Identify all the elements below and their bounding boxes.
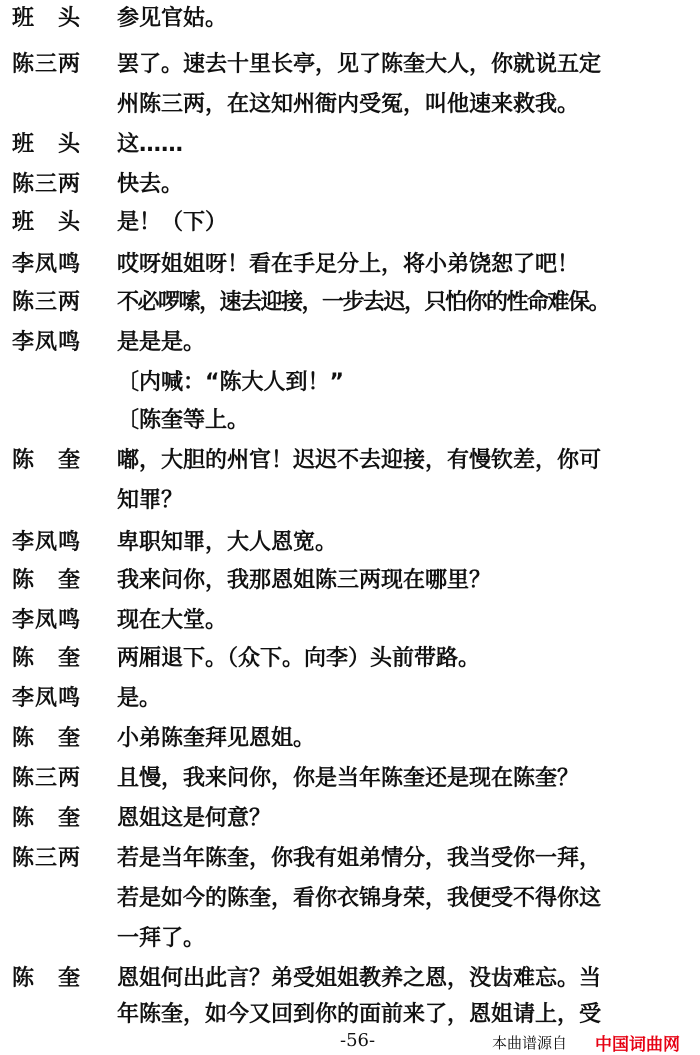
speaker-name: 陈 奎 [12, 448, 82, 473]
dialogue-text: 是。 [117, 686, 162, 711]
script-line [0, 204, 700, 242]
speaker-name: 陈 奎 [12, 966, 82, 991]
script-line [0, 0, 700, 38]
dialogue-text: 不必啰嗦，速去迎接，一步去迟，只怕你的性命难保。 [117, 290, 610, 315]
watermark-site-name: 中国词曲网 [595, 1035, 680, 1055]
speaker-name: 陈三两 [12, 172, 82, 197]
script-line [0, 760, 700, 798]
dialogue-text: 罢了。速去十里长亭，见了陈奎大人，你就说五定 [117, 52, 602, 77]
dialogue-text: 是！（下） [117, 210, 228, 235]
dialogue-text: 参见官姑。 [117, 6, 228, 31]
stage-direction: 〔陈奎等上。 [117, 408, 250, 433]
script-line [0, 562, 700, 600]
speaker-name: 班 头 [12, 6, 82, 31]
dialogue-text: 知罪？ [117, 488, 184, 513]
script-line [0, 680, 700, 718]
script-line [0, 126, 700, 164]
dialogue-text: 且慢，我来问你，你是当年陈奎还是现在陈奎？ [117, 766, 580, 791]
dialogue-text: 嘟，大胆的州官！迟迟不去迎接，有慢钦差，你可 [117, 448, 602, 473]
dialogue-text: 一拜了。 [117, 926, 206, 951]
dialogue-text: 我来问你，我那恩姐陈三两现在哪里？ [117, 568, 492, 593]
script-line [0, 720, 700, 758]
speaker-name: 李凤鸣 [12, 530, 82, 555]
dialogue-text: 若是如今的陈奎，看你衣锦身荣，我便受不得你这 [117, 886, 602, 911]
script-line [0, 324, 700, 362]
script-line [0, 880, 700, 918]
page-number: -56- [340, 1030, 376, 1051]
script-line [0, 524, 700, 562]
dialogue-text: 这…… [117, 132, 184, 157]
speaker-name: 陈 奎 [12, 726, 82, 751]
dialogue-text: 是是是。 [117, 330, 206, 355]
speaker-name: 班 头 [12, 210, 82, 235]
dialogue-text: 小弟陈奎拜见恩姐。 [117, 726, 316, 751]
dialogue-text: 现在大堂。 [117, 608, 228, 633]
dialogue-text: 哎呀姐姐呀！看在手足分上，将小弟饶恕了吧！ [117, 252, 580, 277]
speaker-name: 陈 奎 [12, 806, 82, 831]
script-line [0, 442, 700, 480]
speaker-name: 陈三两 [12, 290, 82, 315]
script-line [0, 996, 700, 1034]
script-line [0, 640, 700, 678]
speaker-name: 陈三两 [12, 766, 82, 791]
dialogue-text: 两厢退下。（众下。向李）头前带路。 [117, 646, 481, 671]
script-line [0, 166, 700, 204]
speaker-name: 陈三两 [12, 846, 82, 871]
dialogue-text: 恩姐何出此言？弟受姐姐教养之恩，没齿难忘。当 [117, 966, 602, 991]
script-line [0, 920, 700, 958]
speaker-name: 李凤鸣 [12, 252, 82, 277]
dialogue-text: 若是当年陈奎，你我有姐弟情分，我当受你一拜， [117, 846, 602, 871]
speaker-name: 李凤鸣 [12, 330, 82, 355]
dialogue-text: 卑职知罪，大人恩宽。 [117, 530, 338, 555]
dialogue-text: 年陈奎，如今又回到你的面前来了，恩姐请上，受 [117, 1002, 602, 1027]
watermark-source-label: 本曲谱源自 [492, 1034, 568, 1052]
speaker-name: 陈三两 [12, 52, 82, 77]
speaker-name: 李凤鸣 [12, 608, 82, 633]
script-line [0, 246, 700, 284]
speaker-name: 陈 奎 [12, 568, 82, 593]
script-line [0, 602, 700, 640]
dialogue-text: 恩姐这是何意？ [117, 806, 272, 831]
script-line [0, 960, 700, 998]
dialogue-text: 快去。 [117, 172, 184, 197]
script-line [0, 840, 700, 878]
speaker-name: 李凤鸣 [12, 686, 82, 711]
speaker-name: 陈 奎 [12, 646, 82, 671]
script-line [0, 46, 700, 84]
script-line [0, 86, 700, 124]
dialogue-text: 州陈三两，在这知州衙内受冤，叫他速来救我。 [117, 92, 580, 117]
script-line [0, 800, 700, 838]
speaker-name: 班 头 [12, 132, 82, 157]
stage-direction: 〔内喊：“陈大人到！” [117, 370, 344, 395]
script-line [0, 482, 700, 520]
script-line [0, 284, 700, 322]
